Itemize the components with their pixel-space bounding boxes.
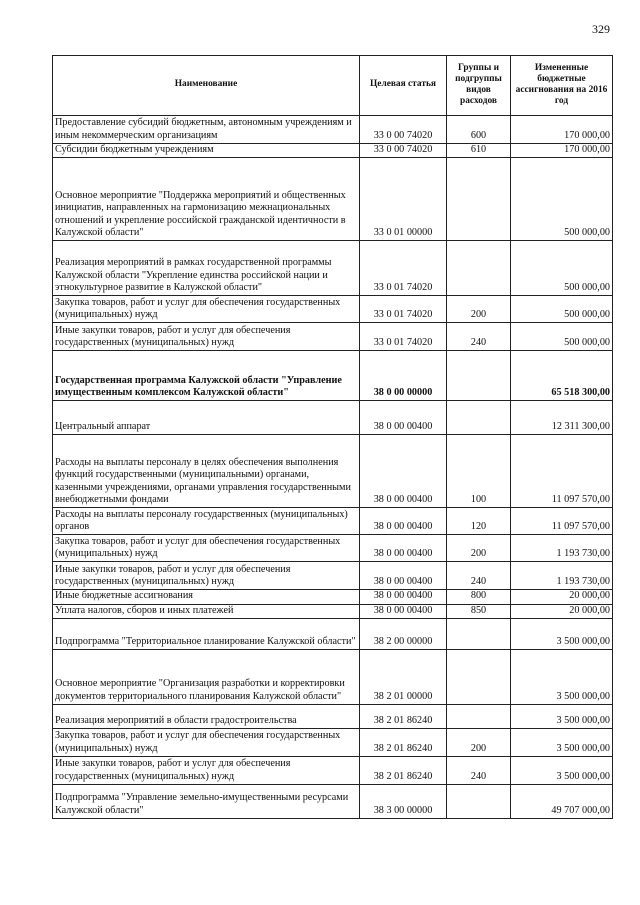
- row-amount-cell: 3 500 000,00: [511, 756, 613, 784]
- row-amount-cell: 500 000,00: [511, 241, 613, 296]
- row-group-cell: 120: [447, 508, 511, 535]
- column-header-target: Целевая статья: [360, 56, 447, 116]
- row-target-cell: 33 0 01 74020: [360, 241, 447, 296]
- row-group-cell: [447, 649, 511, 704]
- row-group-cell: 240: [447, 323, 511, 351]
- row-target-cell: 38 2 01 86240: [360, 756, 447, 784]
- row-amount-cell: 500 000,00: [511, 323, 613, 351]
- row-name-cell: Уплата налогов, сборов и иных платежей: [53, 604, 360, 618]
- row-amount-cell: 12 311 300,00: [511, 401, 613, 435]
- row-name-cell: Закупка товаров, работ и услуг для обеспечения государственных (муниципальных) нужд: [53, 728, 360, 756]
- row-target-cell: 33 0 00 74020: [360, 116, 447, 144]
- row-amount-cell: 500 000,00: [511, 296, 613, 323]
- row-name-cell: Основное мероприятие "Поддержка мероприятий и общественных инициатив, направленных на гармонизацию межнациональных отношений и укрепление российской гражданской идентичности в Калужской области": [53, 158, 360, 241]
- row-amount-cell: 20 000,00: [511, 604, 613, 618]
- row-target-cell: 38 2 01 86240: [360, 704, 447, 728]
- table-header-row: [53, 56, 613, 116]
- row-target-cell: 38 0 00 00400: [360, 435, 447, 508]
- row-name-cell: Государственная программа Калужской области "Управление имущественным комплексом Калужской области": [53, 351, 360, 401]
- row-name-cell: Подпрограмма "Территориальное планирование Калужской области": [53, 618, 360, 649]
- table-row: [53, 158, 613, 241]
- row-name-cell: Закупка товаров, работ и услуг для обеспечения государственных (муниципальных) нужд: [53, 296, 360, 323]
- row-group-cell: 240: [447, 562, 511, 590]
- row-name-cell: Расходы на выплаты персоналу в целях обеспечения выполнения функций государственными (муниципальными) органами, казенными учреждениями, органами управления государственными внебюджетными фондами: [53, 435, 360, 508]
- row-amount-cell: 11 097 570,00: [511, 508, 613, 535]
- table-row: [53, 116, 613, 144]
- row-amount-cell: 3 500 000,00: [511, 704, 613, 728]
- row-name-cell: Предоставление субсидий бюджетным, автономным учреждениям и иным некоммерческим организациям: [53, 116, 360, 144]
- row-name-cell: Закупка товаров, работ и услуг для обеспечения государственных (муниципальных) нужд: [53, 535, 360, 562]
- table-row: [53, 618, 613, 649]
- row-group-cell: 600: [447, 116, 511, 144]
- row-amount-cell: 65 518 300,00: [511, 351, 613, 401]
- row-amount-cell: 3 500 000,00: [511, 618, 613, 649]
- table-body: [53, 116, 613, 819]
- row-amount-cell: 500 000,00: [511, 158, 613, 241]
- row-name-cell: Реализация мероприятий в рамках государственной программы Калужской области "Укрепление единства российской нации и этнокультурное развитие в Калужской области": [53, 241, 360, 296]
- row-name-cell: Реализация мероприятий в области градостроительства: [53, 704, 360, 728]
- table-row: [53, 401, 613, 435]
- table-row: [53, 604, 613, 618]
- row-group-cell: 240: [447, 756, 511, 784]
- row-group-cell: [447, 158, 511, 241]
- table-row: [53, 323, 613, 351]
- row-group-cell: 850: [447, 604, 511, 618]
- row-name-cell: Расходы на выплаты персоналу государственных (муниципальных) органов: [53, 508, 360, 535]
- row-target-cell: 33 0 01 74020: [360, 323, 447, 351]
- row-name-cell: Центральный аппарат: [53, 401, 360, 435]
- row-target-cell: 38 0 00 00400: [360, 401, 447, 435]
- row-target-cell: 38 0 00 00400: [360, 535, 447, 562]
- row-group-cell: [447, 784, 511, 818]
- row-group-cell: 800: [447, 590, 511, 604]
- row-name-cell: Иные бюджетные ассигнования: [53, 590, 360, 604]
- table-row: [53, 728, 613, 756]
- row-group-cell: 610: [447, 144, 511, 158]
- row-target-cell: 33 0 01 74020: [360, 296, 447, 323]
- row-target-cell: 38 0 00 00000: [360, 351, 447, 401]
- row-target-cell: 38 2 01 86240: [360, 728, 447, 756]
- table-row: [53, 296, 613, 323]
- budget-table: [52, 55, 613, 819]
- row-group-cell: 100: [447, 435, 511, 508]
- row-target-cell: 33 0 00 74020: [360, 144, 447, 158]
- row-name-cell: Субсидии бюджетным учреждениям: [53, 144, 360, 158]
- row-group-cell: [447, 618, 511, 649]
- row-amount-cell: 1 193 730,00: [511, 535, 613, 562]
- table-row: [53, 756, 613, 784]
- row-amount-cell: 20 000,00: [511, 590, 613, 604]
- table-row: [53, 351, 613, 401]
- row-name-cell: Иные закупки товаров, работ и услуг для обеспечения государственных (муниципальных) нужд: [53, 323, 360, 351]
- row-group-cell: 200: [447, 296, 511, 323]
- row-target-cell: 33 0 01 00000: [360, 158, 447, 241]
- row-group-cell: [447, 401, 511, 435]
- row-name-cell: Иные закупки товаров, работ и услуг для обеспечения государственных (муниципальных) нужд: [53, 562, 360, 590]
- row-target-cell: 38 2 01 00000: [360, 649, 447, 704]
- row-group-cell: [447, 704, 511, 728]
- table-row: [53, 535, 613, 562]
- row-amount-cell: 3 500 000,00: [511, 728, 613, 756]
- row-amount-cell: 170 000,00: [511, 116, 613, 144]
- row-amount-cell: 49 707 000,00: [511, 784, 613, 818]
- row-target-cell: 38 2 00 00000: [360, 618, 447, 649]
- page-number: 329: [592, 22, 610, 36]
- table-row: [53, 784, 613, 818]
- table-row: [53, 144, 613, 158]
- table-row: [53, 508, 613, 535]
- column-header-amount: Измененные бюджетные ассигнования на 2016 год: [511, 56, 613, 116]
- table-row: [53, 704, 613, 728]
- row-name-cell: Основное мероприятие "Организация разработки и корректировки документов территориального планирования Калужской области": [53, 649, 360, 704]
- row-name-cell: Иные закупки товаров, работ и услуг для обеспечения государственных (муниципальных) нужд: [53, 756, 360, 784]
- row-target-cell: 38 0 00 00400: [360, 590, 447, 604]
- row-amount-cell: 1 193 730,00: [511, 562, 613, 590]
- row-target-cell: 38 0 00 00400: [360, 604, 447, 618]
- row-name-cell: Подпрограмма "Управление земельно-имущественными ресурсами Калужской области": [53, 784, 360, 818]
- row-amount-cell: 11 097 570,00: [511, 435, 613, 508]
- table-row: [53, 435, 613, 508]
- table-row: [53, 590, 613, 604]
- row-amount-cell: 3 500 000,00: [511, 649, 613, 704]
- row-target-cell: 38 0 00 00400: [360, 562, 447, 590]
- row-target-cell: 38 0 00 00400: [360, 508, 447, 535]
- table-row: [53, 241, 613, 296]
- column-header-name: Наименование: [53, 56, 360, 116]
- row-amount-cell: 170 000,00: [511, 144, 613, 158]
- column-header-groups: Группы и подгруппы видов расходов: [447, 56, 511, 116]
- table-row: [53, 649, 613, 704]
- row-group-cell: [447, 351, 511, 401]
- row-group-cell: [447, 241, 511, 296]
- row-target-cell: 38 3 00 00000: [360, 784, 447, 818]
- row-group-cell: 200: [447, 728, 511, 756]
- row-group-cell: 200: [447, 535, 511, 562]
- table-row: [53, 562, 613, 590]
